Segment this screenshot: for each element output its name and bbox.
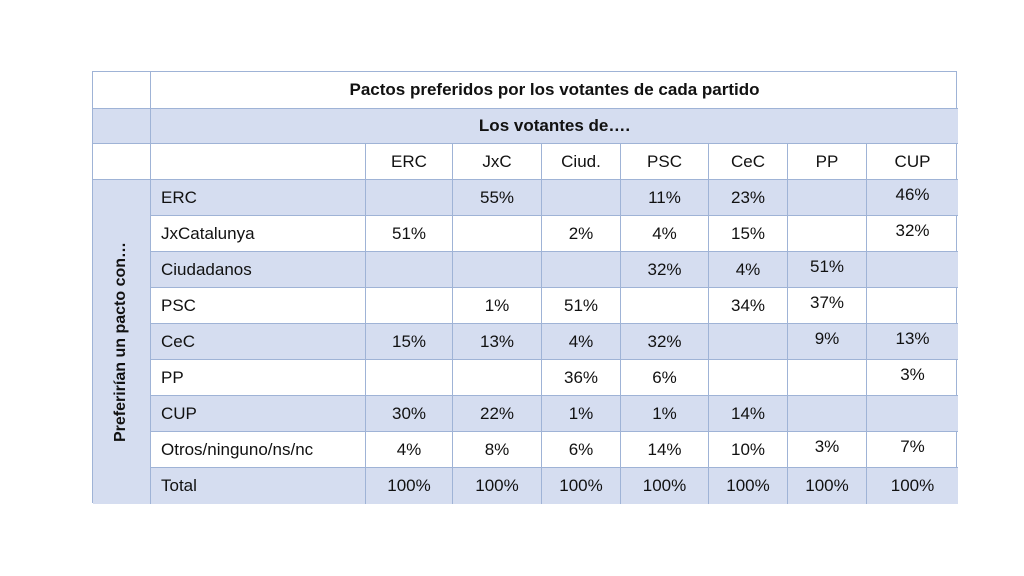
table-cell: 3% xyxy=(788,432,867,468)
table-cell: 3% xyxy=(867,360,958,396)
table-cell xyxy=(542,180,621,216)
column-header: PP xyxy=(788,144,867,180)
table-cell: 4% xyxy=(366,432,453,468)
row-label-header xyxy=(151,144,366,180)
table-cell: 51% xyxy=(366,216,453,252)
column-header: CUP xyxy=(867,144,958,180)
table-cell: 32% xyxy=(867,216,958,252)
table-cell: 8% xyxy=(453,432,542,468)
table-cell xyxy=(788,180,867,216)
table-cell: 10% xyxy=(709,432,788,468)
table-cell xyxy=(788,360,867,396)
row-label: CUP xyxy=(151,396,366,432)
column-header: Ciud. xyxy=(542,144,621,180)
row-label: PSC xyxy=(151,288,366,324)
table-cell: 32% xyxy=(621,324,709,360)
side-label: Preferirían un pacto con… xyxy=(112,241,130,443)
corner-cell xyxy=(93,72,151,109)
row-label: JxCatalunya xyxy=(151,216,366,252)
table-cell: 11% xyxy=(621,180,709,216)
table-cell xyxy=(542,252,621,288)
table-cell: 100% xyxy=(709,468,788,504)
table-cell: 6% xyxy=(621,360,709,396)
row-label: CeC xyxy=(151,324,366,360)
table-cell: 32% xyxy=(621,252,709,288)
table-cell: 51% xyxy=(542,288,621,324)
table-cell: 13% xyxy=(453,324,542,360)
table-cell: 55% xyxy=(453,180,542,216)
table-cell: 34% xyxy=(709,288,788,324)
corner-cell-header xyxy=(93,144,151,180)
table-cell xyxy=(366,252,453,288)
table-cell: 1% xyxy=(542,396,621,432)
table-cell: 14% xyxy=(621,432,709,468)
table-cell: 6% xyxy=(542,432,621,468)
table-cell: 100% xyxy=(621,468,709,504)
table-cell: 15% xyxy=(709,216,788,252)
row-label: ERC xyxy=(151,180,366,216)
table-cell: 2% xyxy=(542,216,621,252)
table-cell: 23% xyxy=(709,180,788,216)
corner-cell-band xyxy=(93,109,151,144)
row-label: PP xyxy=(151,360,366,396)
row-label: Ciudadanos xyxy=(151,252,366,288)
table-cell: 14% xyxy=(709,396,788,432)
table-cell xyxy=(366,180,453,216)
side-label-cell xyxy=(93,180,151,504)
table-cell xyxy=(867,252,958,288)
table-cell: 13% xyxy=(867,324,958,360)
table-cell: 100% xyxy=(788,468,867,504)
table-cell: 100% xyxy=(453,468,542,504)
table-cell xyxy=(788,396,867,432)
table-cell: 36% xyxy=(542,360,621,396)
table-cell: 4% xyxy=(542,324,621,360)
table-cell xyxy=(709,360,788,396)
table-cell xyxy=(867,396,958,432)
table-cell: 15% xyxy=(366,324,453,360)
table-cell xyxy=(621,288,709,324)
column-header: PSC xyxy=(621,144,709,180)
table-cell: 100% xyxy=(867,468,958,504)
table-cell: 30% xyxy=(366,396,453,432)
table-cell: 4% xyxy=(709,252,788,288)
table-cell: 22% xyxy=(453,396,542,432)
table-cell: 100% xyxy=(366,468,453,504)
table-cell xyxy=(867,288,958,324)
row-label: Total xyxy=(151,468,366,504)
table-cell: 9% xyxy=(788,324,867,360)
table-cell xyxy=(453,360,542,396)
table-cell xyxy=(366,360,453,396)
table-cell: 100% xyxy=(542,468,621,504)
table-cell xyxy=(788,216,867,252)
column-header: JxC xyxy=(453,144,542,180)
row-label: Otros/ninguno/ns/nc xyxy=(151,432,366,468)
table-title: Pactos preferidos por los votantes de cada partido xyxy=(151,72,958,109)
table-cell: 46% xyxy=(867,180,958,216)
table-cell xyxy=(366,288,453,324)
table-cell xyxy=(453,216,542,252)
table-cell: 51% xyxy=(788,252,867,288)
table-subtitle: Los votantes de…. xyxy=(151,109,958,144)
table-cell: 7% xyxy=(867,432,958,468)
table-cell xyxy=(709,324,788,360)
table-cell: 1% xyxy=(621,396,709,432)
table-cell xyxy=(453,252,542,288)
pacts-table xyxy=(92,71,957,503)
table-cell: 37% xyxy=(788,288,867,324)
table-cell: 1% xyxy=(453,288,542,324)
table-cell: 4% xyxy=(621,216,709,252)
column-header: CeC xyxy=(709,144,788,180)
column-header: ERC xyxy=(366,144,453,180)
